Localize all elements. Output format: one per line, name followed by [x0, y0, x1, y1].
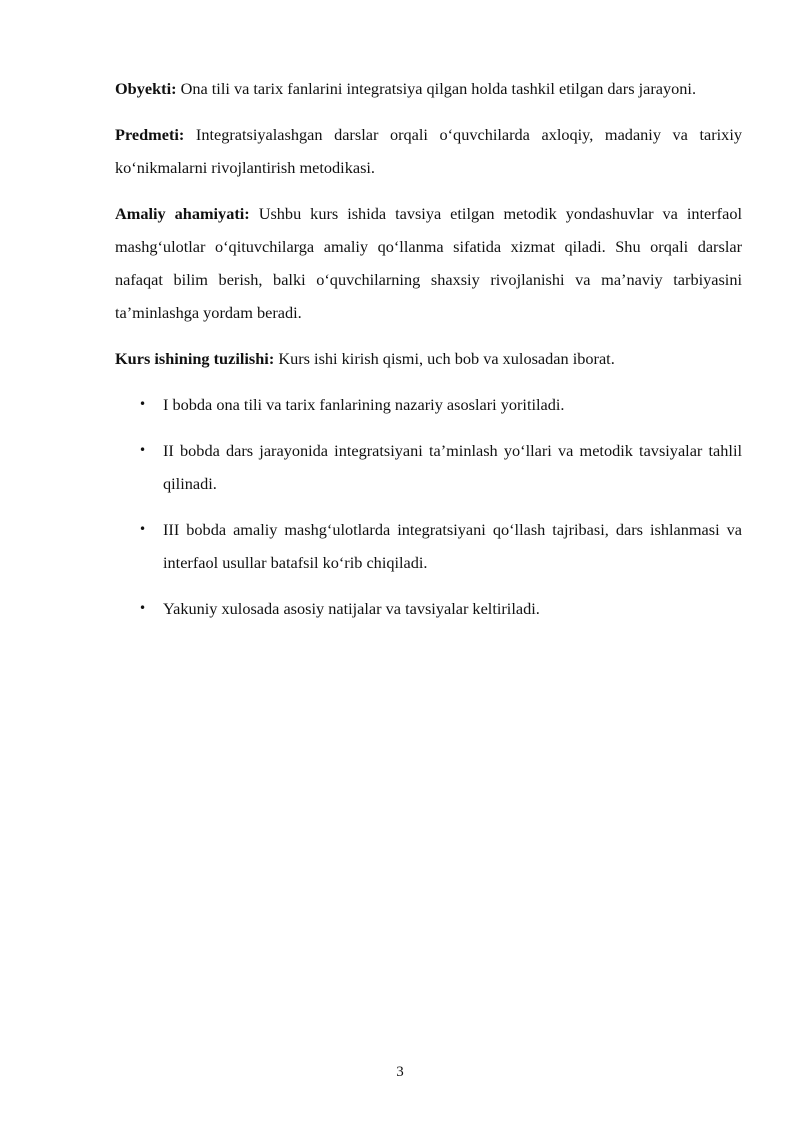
- structure-term: Kurs ishining tuzilishi:: [115, 349, 275, 368]
- list-item-text: II bobda dars jarayonida integratsiyani ta’minlash yo‘llari va metodik tavsiyalar tahlil qilinadi.: [163, 441, 742, 493]
- structure-text: Kurs ishi kirish qismi, uch bob va xulosadan iborat.: [278, 349, 615, 368]
- structure-paragraph: [115, 342, 742, 375]
- chapter-list: [115, 388, 742, 625]
- practical-importance-paragraph: [115, 197, 742, 329]
- page-content: [115, 72, 742, 638]
- practical-importance-text: Ushbu kurs ishida tavsiya etilgan metodik yondashuvlar va interfaol mashg‘ulotlar o‘qituvchilarga amaliy qo‘llanma sifatida xizmat qiladi. Shu orqali darslar nafaqat bilim berish, balki o‘quvchilarning shaxsiy rivojlanishi va ma’naviy tarbiyasini ta’minlashga yordam beradi.: [115, 204, 742, 322]
- list-item: [115, 513, 742, 579]
- bullet-icon: •: [139, 601, 147, 615]
- bullet-icon: •: [139, 443, 147, 457]
- object-paragraph: [115, 72, 742, 105]
- object-term: Obyekti:: [115, 79, 177, 98]
- bullet-icon: •: [139, 522, 147, 536]
- list-item-text: I bobda ona tili va tarix fanlarining nazariy asoslari yoritiladi.: [163, 395, 565, 414]
- bullet-icon: •: [139, 397, 147, 411]
- object-text: Ona tili va tarix fanlarini integratsiya qilgan holda tashkil etilgan dars jarayoni.: [180, 79, 697, 98]
- practical-importance-term: Amaliy ahamiyati:: [115, 204, 250, 223]
- list-item-text: Yakuniy xulosada asosiy natijalar va tavsiyalar keltiriladi.: [163, 599, 540, 618]
- subject-term: Predmeti:: [115, 125, 185, 144]
- subject-paragraph: [115, 118, 742, 184]
- subject-text: Integratsiyalashgan darslar orqali o‘quvchilarda axloqiy, madaniy va tarixiy ko‘nikmalarni rivojlantirish metodikasi.: [115, 125, 742, 177]
- page-number: 3: [396, 1064, 404, 1080]
- list-item: [115, 434, 742, 500]
- list-item: [115, 388, 742, 421]
- list-item-text: III bobda amaliy mashg‘ulotlarda integratsiyani qo‘llash tajribasi, dars ishlanmasi va interfaol usullar batafsil ko‘rib chiqiladi.: [163, 520, 742, 572]
- list-item: [115, 592, 742, 625]
